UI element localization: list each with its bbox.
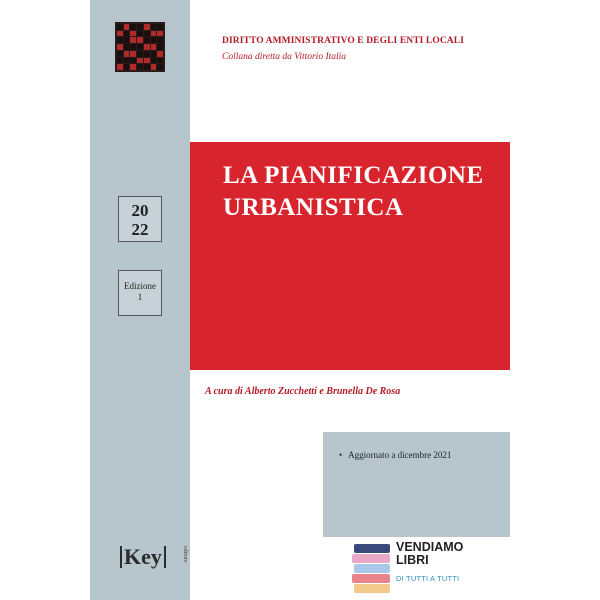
publisher-name: Key [124,544,162,569]
update-note-box [323,432,510,537]
edition-number: 1 [137,292,143,302]
title-line-1: LA PIANIFICAZIONE [223,162,484,189]
book-title [223,160,484,224]
edition-label: Edizione [124,281,156,291]
publisher-logo [120,544,188,569]
series-name: DIRITTO AMMINISTRATIVO E DEGLI ENTI LOCALI [222,36,465,46]
bullet-icon: • [339,450,343,460]
edition-box [118,270,162,316]
badge-line-1: VENDIAMO [396,540,464,554]
year-bottom: 22 [131,220,149,239]
badge-tagline: DI TUTTI A TUTTI [396,574,460,583]
publisher-small: editore [182,546,188,563]
series-director: Collana diretta da Vittorio Italia [222,52,347,62]
update-note: Aggiornato a dicembre 2021 [348,450,452,460]
year-top: 20 [131,201,149,220]
book-editors: A cura di Alberto Zucchetti e Brunella De Rosa [205,386,401,397]
year-box [118,196,162,242]
title-line-2: URBANISTICA [223,194,404,221]
vendiamo-libri-badge [396,541,463,567]
badge-line-2: LIBRI [396,553,429,567]
qr-code-icon [115,22,165,72]
